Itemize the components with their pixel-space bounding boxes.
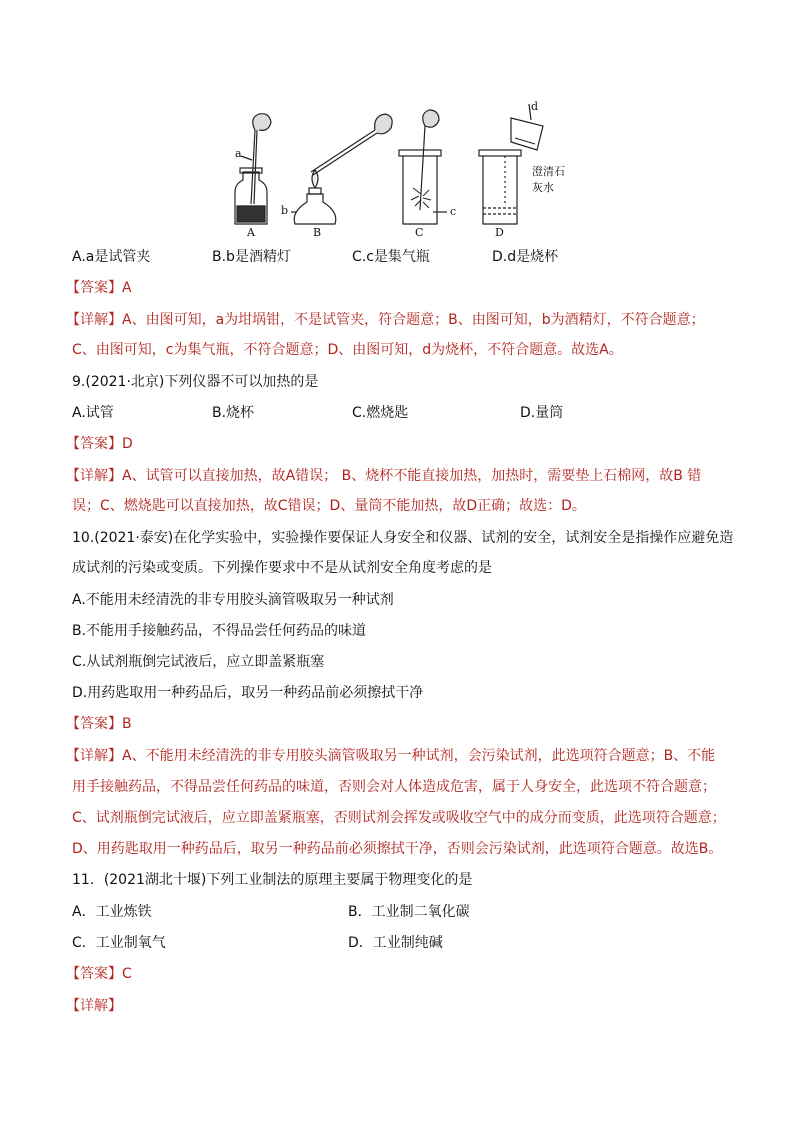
lab-apparatus-figure [225,100,585,240]
q8-answer-value: A [122,280,132,296]
label-d: d [531,100,539,113]
q10-detail-line4: D、用药匙取用一种药品后，取另一种药品前必须擦拭干净，否则会污染试剂，此选项符合题意。故选B。 [72,841,723,857]
q8-answer-tag: 【答案】 [66,280,122,296]
q9-stem: 9.(2021·北京)下列仪器不可以加热的是 [72,374,319,390]
q11-answer-value: C [122,966,132,982]
q11-detail-tag: 【详解】 [66,998,122,1014]
q8-option-d: D.d是烧杯 [492,249,559,265]
apparatus-c-gas-bottle [399,110,447,224]
q10-detail-text-1: A、不能用未经清洗的非专用胶头滴管吸取另一种试剂，会污染试剂，此选项符合题意；B、不能 [122,748,716,764]
apparatus-a-bottle-with-tongs [235,114,271,224]
q8-option-a: A.a是试管夹 [72,249,151,265]
caption-a: A [247,226,255,239]
q8-answer [66,278,132,298]
q9-option-c: C.燃烧匙 [352,405,409,421]
caption-c: C [415,226,424,239]
q10-option-b: B.不能用手接触药品，不得品尝任何药品的味道 [72,623,367,639]
q11-option-c: C．工业制氧气 [72,935,166,951]
label-b: b [281,204,289,217]
label-a: a [235,147,242,160]
q9-answer-tag: 【答案】 [66,436,122,452]
q9-detail-line2: 误；C、燃烧匙可以直接加热，故C错误；D、量筒不能加热，故D正确；故选：D。 [72,498,586,514]
q9-detail-text-1: A、试管可以直接加热，故A错误； B、烧杯不能直接加热，加热时，需要垫上石棉网，故B 错 [122,468,702,484]
q11-answer-tag: 【答案】 [66,966,122,982]
q10-detail-tag: 【详解】 [66,748,122,764]
apparatus-b-alcohol-lamp [291,114,392,224]
q10-detail-line1 [66,746,715,766]
q9-detail-tag: 【详解】 [66,468,122,484]
q8-detail-tag: 【详解】 [66,312,122,328]
q11-option-b: B．工业制二氧化碳 [348,904,470,920]
q10-answer-value: B [122,716,132,732]
q9-option-b: B.烧杯 [212,405,255,421]
q10-option-c: C.从试剂瓶倒完试液后，应立即盖紧瓶塞 [72,654,325,670]
limewater-label-line1: 澄清石 [532,165,565,178]
label-c: c [450,205,457,218]
q9-option-d: D.量筒 [520,405,564,421]
q10-detail-line3: C、试剂瓶倒完试液后，应立即盖紧瓶塞，否则试剂会挥发或吸收空气中的成分而变质，此选项符合题意； [72,810,726,826]
q10-stem-line2: 成试剂的污染或变质。下列操作要求中不是从试剂安全角度考虑的是 [72,560,492,576]
caption-b: B [313,226,322,239]
caption-d: D [495,226,504,239]
q11-option-a: A．工业炼铁 [72,904,152,920]
q8-option-c: C.c是集气瓶 [352,249,430,265]
q9-detail-line1 [66,466,701,486]
q10-stem-line1: 10.(2021·泰安)在化学实验中，实验操作要保证人身安全和仪器、试剂的安全，试剂安全是指操作应避免造 [72,530,734,546]
q10-answer-tag: 【答案】 [66,716,122,732]
q10-answer [66,714,132,734]
q10-option-d: D.用药匙取用一种药品后，取另一种药品前必须擦拭干净 [72,685,424,701]
q9-answer [66,434,133,454]
q11-stem: 11．(2021湖北十堰)下列工业制法的原理主要属于物理变化的是 [72,872,473,888]
apparatus-d-beaker-pouring [479,104,543,224]
limewater-label-line2: 灰水 [532,181,554,194]
q8-detail-line1 [66,310,705,330]
q10-option-a: A.不能用未经清洗的非专用胶头滴管吸取另一种试剂 [72,592,394,608]
q9-option-a: A.试管 [72,405,114,421]
q9-answer-value: D [122,436,133,452]
q11-option-d: D．工业制纯碱 [348,935,443,951]
q10-detail-line2: 用手接触药品，不得品尝任何药品的味道，否则会对人体造成危害，属于人身安全，此选项不符合题意； [72,779,716,795]
q8-detail-line2: C、由图可知，c为集气瓶，不符合题意；D、由图可知，d为烧杯，不符合题意。故选A。 [72,342,623,358]
q11-answer [66,964,132,984]
q8-detail-text-1: A、由图可知，a为坩埚钳，不是试管夹，符合题意；B、由图可知，b为酒精灯，不符合题意； [122,312,705,328]
q8-option-b: B.b是酒精灯 [212,249,291,265]
